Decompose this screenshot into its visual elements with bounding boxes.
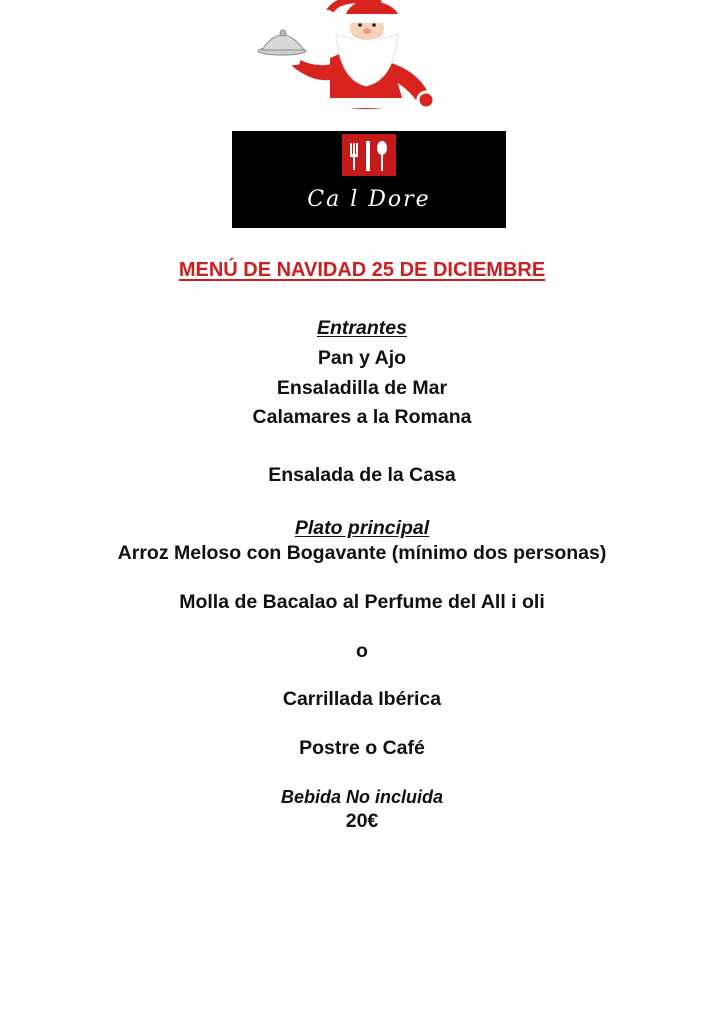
salad-item: Ensalada de la Casa xyxy=(268,464,456,486)
or-separator: o xyxy=(356,640,368,662)
starter-item: Pan y Ajo xyxy=(317,347,407,369)
dessert-item: Postre o Café xyxy=(299,737,425,759)
starter-item: Calamares a la Romana xyxy=(252,406,472,428)
restaurant-logo xyxy=(232,131,506,228)
main-course-item: Molla de Bacalao al Perfume del All i oli xyxy=(179,591,545,613)
menu-price: 20€ xyxy=(345,810,379,832)
main-course-heading: Plato principal xyxy=(294,517,430,539)
logo-text: Ca l Dore xyxy=(307,187,431,212)
menu-title: MENÚ DE NAVIDAD 25 DE DICIEMBRE xyxy=(178,259,546,281)
santa-claus-icon xyxy=(248,0,448,118)
drinks-note: Bebida No incluida xyxy=(280,787,444,807)
starters-heading: Entrantes xyxy=(317,317,407,339)
main-course-item: Carrillada Ibérica xyxy=(282,688,442,710)
starter-item: Ensaladilla de Mar xyxy=(276,377,448,399)
main-course-item: Arroz Meloso con Bogavante (mínimo dos personas) xyxy=(117,542,607,564)
